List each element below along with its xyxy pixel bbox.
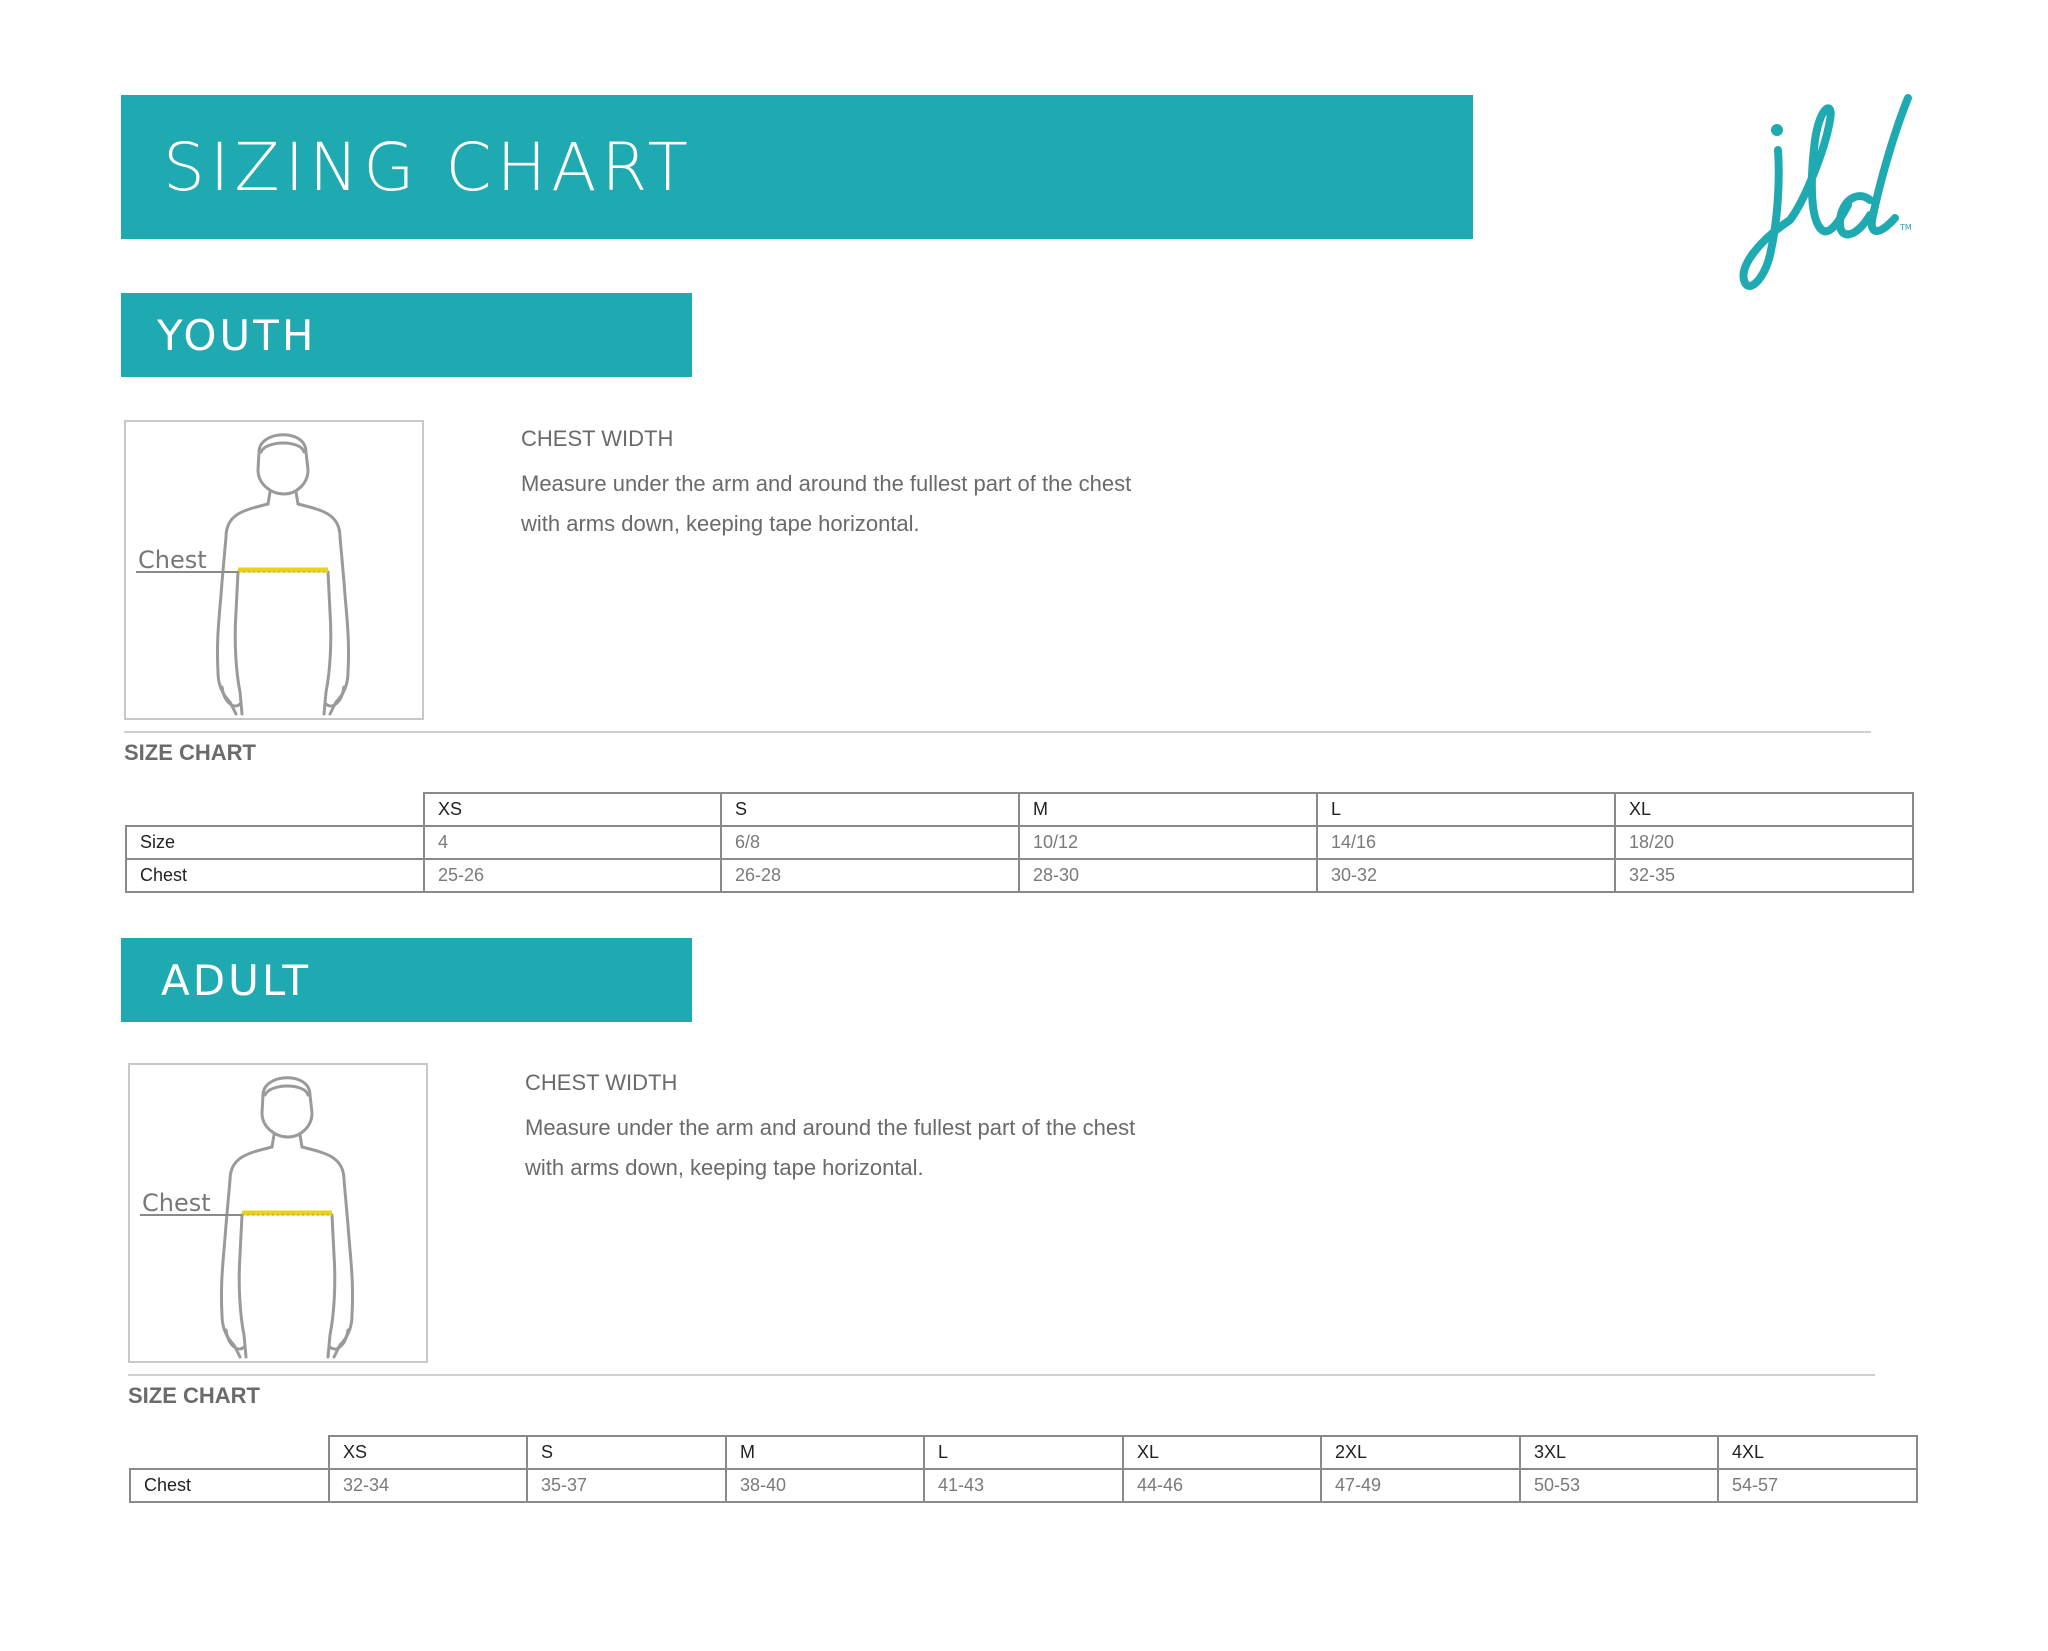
measure-instruction-line: Measure under the arm and around the fullest part of the chest	[525, 1115, 1136, 1140]
youth-measurement-description	[521, 424, 1131, 544]
table-column-header: XL	[1123, 1436, 1321, 1469]
table-cell: 4	[424, 826, 721, 859]
table-cell: 28-30	[1019, 859, 1317, 892]
table-cell: 54-57	[1718, 1469, 1917, 1502]
table-cell: 30-32	[1317, 859, 1615, 892]
table-column-header: L	[924, 1436, 1123, 1469]
figure-chest-label: Chest	[142, 1189, 211, 1217]
adult-measurement-figure	[128, 1063, 428, 1363]
logo-dot	[1771, 124, 1783, 136]
table-column-header: L	[1317, 793, 1615, 826]
table-cell: 47-49	[1321, 1469, 1520, 1502]
youth-section-title-banner	[121, 293, 692, 377]
table-column-header: 2XL	[1321, 1436, 1520, 1469]
table-column-header: M	[1019, 793, 1317, 826]
table-column-header: S	[527, 1436, 726, 1469]
table-row	[126, 826, 1913, 859]
table-row	[130, 1469, 1917, 1502]
table-corner-cell	[130, 1436, 329, 1469]
table-row-label: Chest	[130, 1469, 329, 1502]
table-cell: 18/20	[1615, 826, 1913, 859]
divider	[128, 1374, 1875, 1376]
table-column-header: S	[721, 793, 1019, 826]
table-cell: 41-43	[924, 1469, 1123, 1502]
table-cell: 32-34	[329, 1469, 527, 1502]
figure-chest-label: Chest	[138, 546, 207, 574]
table-row-label: Chest	[126, 859, 424, 892]
table-cell: 26-28	[721, 859, 1019, 892]
page-title: SIZING CHART	[163, 128, 693, 206]
measure-instruction-line: with arms down, keeping tape horizontal.	[521, 511, 920, 536]
table-cell: 10/12	[1019, 826, 1317, 859]
youth-size-chart-label: SIZE CHART	[124, 740, 256, 765]
brand-logo	[1730, 90, 1930, 305]
table-corner-cell	[126, 793, 424, 826]
table-column-header: M	[726, 1436, 924, 1469]
youth-measurement-figure	[124, 420, 424, 720]
table-cell: 44-46	[1123, 1469, 1321, 1502]
adult-size-table	[129, 1435, 1918, 1503]
table-row	[126, 859, 1913, 892]
svg-text:TM: TM	[1900, 223, 1912, 232]
page-title-banner	[121, 95, 1473, 239]
table-cell: 32-35	[1615, 859, 1913, 892]
table-row-label: Size	[126, 826, 424, 859]
table-cell: 35-37	[527, 1469, 726, 1502]
table-cell: 38-40	[726, 1469, 924, 1502]
adult-section-title: ADULT	[161, 955, 312, 1005]
measure-instruction-line: Measure under the arm and around the fullest part of the chest	[521, 471, 1132, 496]
adult-size-chart-label: SIZE CHART	[128, 1383, 260, 1408]
divider	[124, 731, 1871, 733]
adult-section-title-banner	[121, 938, 692, 1022]
table-header-row	[126, 793, 1913, 826]
measure-heading: CHEST WIDTH	[521, 426, 674, 451]
table-column-header: 4XL	[1718, 1436, 1917, 1469]
youth-size-table	[125, 792, 1914, 893]
table-cell: 6/8	[721, 826, 1019, 859]
measure-instruction-line: with arms down, keeping tape horizontal.	[525, 1155, 924, 1180]
table-cell: 25-26	[424, 859, 721, 892]
adult-measurement-description	[525, 1068, 1135, 1188]
youth-section-title: YOUTH	[157, 310, 317, 360]
table-header-row	[130, 1436, 1917, 1469]
table-cell: 50-53	[1520, 1469, 1718, 1502]
table-column-header: XS	[329, 1436, 527, 1469]
table-column-header: XL	[1615, 793, 1913, 826]
table-column-header: 3XL	[1520, 1436, 1718, 1469]
table-cell: 14/16	[1317, 826, 1615, 859]
measure-heading: CHEST WIDTH	[525, 1070, 678, 1095]
table-column-header: XS	[424, 793, 721, 826]
